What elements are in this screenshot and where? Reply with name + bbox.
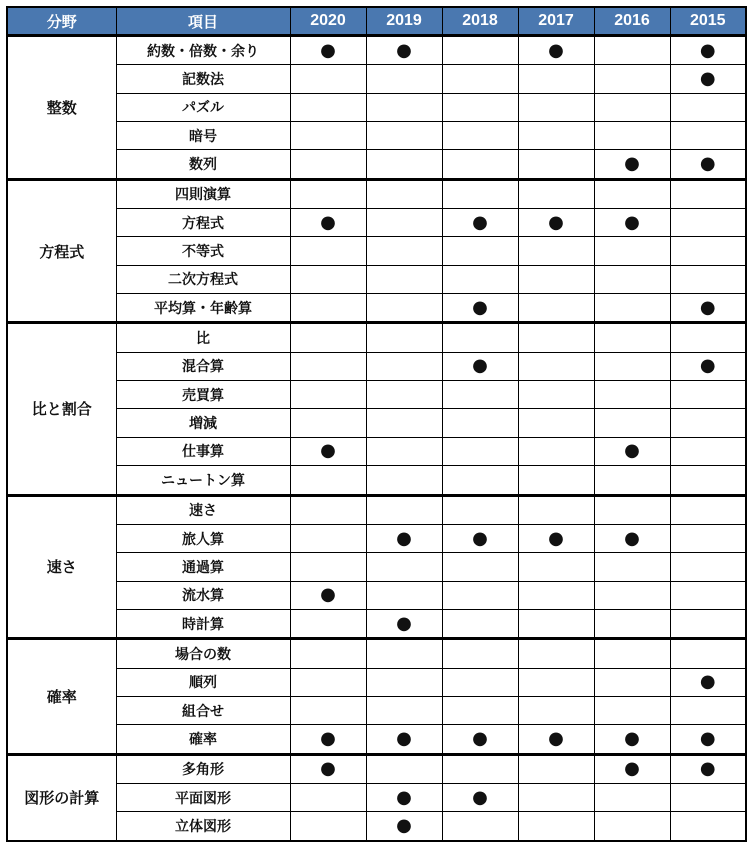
- empty-mark-cell: [442, 36, 518, 65]
- table-row: [7, 524, 746, 552]
- empty-mark-cell: [442, 65, 518, 93]
- empty-mark-cell: [518, 609, 594, 638]
- empty-mark-cell: [366, 265, 442, 293]
- empty-mark-cell: [290, 179, 366, 208]
- empty-mark-cell: [366, 209, 442, 237]
- filled-circle-mark: ●: [670, 36, 746, 65]
- empty-mark-cell: [518, 437, 594, 465]
- header-year: 2017: [518, 7, 594, 36]
- item-cell: パズル: [116, 93, 290, 121]
- filled-circle-mark: ●: [290, 36, 366, 65]
- table-row: [7, 495, 746, 524]
- empty-mark-cell: [290, 495, 366, 524]
- exam-topic-frequency-table: [6, 6, 747, 842]
- item-cell: 混合算: [116, 352, 290, 380]
- empty-mark-cell: [594, 409, 670, 437]
- empty-mark-cell: [442, 409, 518, 437]
- empty-mark-cell: [518, 65, 594, 93]
- empty-mark-cell: [670, 93, 746, 121]
- category-cell: 比と割合: [7, 323, 116, 495]
- item-cell: 旅人算: [116, 524, 290, 552]
- empty-mark-cell: [366, 323, 442, 352]
- item-cell: 仕事算: [116, 437, 290, 465]
- empty-mark-cell: [670, 495, 746, 524]
- empty-mark-cell: [442, 237, 518, 265]
- empty-mark-cell: [594, 609, 670, 638]
- empty-mark-cell: [366, 294, 442, 323]
- empty-mark-cell: [366, 409, 442, 437]
- table-row: [7, 639, 746, 668]
- item-cell: 増減: [116, 409, 290, 437]
- item-cell: 平均算・年齢算: [116, 294, 290, 323]
- table-row: [7, 783, 746, 811]
- empty-mark-cell: [442, 323, 518, 352]
- empty-mark-cell: [594, 323, 670, 352]
- empty-mark-cell: [366, 553, 442, 581]
- filled-circle-mark: ●: [518, 36, 594, 65]
- table-row: [7, 237, 746, 265]
- table-row: [7, 36, 746, 65]
- filled-circle-mark: ●: [290, 754, 366, 783]
- empty-mark-cell: [670, 409, 746, 437]
- empty-mark-cell: [594, 696, 670, 724]
- empty-mark-cell: [518, 581, 594, 609]
- empty-mark-cell: [442, 93, 518, 121]
- empty-mark-cell: [366, 93, 442, 121]
- item-cell: 不等式: [116, 237, 290, 265]
- filled-circle-mark: ●: [442, 725, 518, 754]
- empty-mark-cell: [366, 179, 442, 208]
- item-cell: 多角形: [116, 754, 290, 783]
- table-row: [7, 725, 746, 754]
- empty-mark-cell: [290, 122, 366, 150]
- table-row: [7, 381, 746, 409]
- header-year: 2015: [670, 7, 746, 36]
- empty-mark-cell: [670, 323, 746, 352]
- header-year: 2020: [290, 7, 366, 36]
- empty-mark-cell: [594, 65, 670, 93]
- empty-mark-cell: [518, 150, 594, 179]
- empty-mark-cell: [594, 352, 670, 380]
- item-cell: ニュートン算: [116, 466, 290, 495]
- item-cell: 売買算: [116, 381, 290, 409]
- empty-mark-cell: [518, 783, 594, 811]
- empty-mark-cell: [442, 179, 518, 208]
- category-cell: 方程式: [7, 179, 116, 323]
- empty-mark-cell: [442, 495, 518, 524]
- header-year: 2016: [594, 7, 670, 36]
- empty-mark-cell: [366, 381, 442, 409]
- filled-circle-mark: ●: [366, 725, 442, 754]
- filled-circle-mark: ●: [442, 783, 518, 811]
- table-row: [7, 150, 746, 179]
- item-cell: 時計算: [116, 609, 290, 638]
- empty-mark-cell: [290, 696, 366, 724]
- item-cell: 立体図形: [116, 812, 290, 841]
- item-cell: 記数法: [116, 65, 290, 93]
- table-row: [7, 754, 746, 783]
- filled-circle-mark: ●: [594, 725, 670, 754]
- empty-mark-cell: [290, 323, 366, 352]
- filled-circle-mark: ●: [594, 754, 670, 783]
- table-row: [7, 209, 746, 237]
- table-row: [7, 581, 746, 609]
- empty-mark-cell: [290, 639, 366, 668]
- empty-mark-cell: [594, 381, 670, 409]
- empty-mark-cell: [670, 581, 746, 609]
- empty-mark-cell: [518, 495, 594, 524]
- empty-mark-cell: [518, 812, 594, 841]
- item-cell: 二次方程式: [116, 265, 290, 293]
- filled-circle-mark: ●: [670, 754, 746, 783]
- empty-mark-cell: [518, 409, 594, 437]
- empty-mark-cell: [290, 409, 366, 437]
- filled-circle-mark: ●: [366, 524, 442, 552]
- table-row: [7, 466, 746, 495]
- empty-mark-cell: [290, 150, 366, 179]
- empty-mark-cell: [290, 65, 366, 93]
- table-row: [7, 437, 746, 465]
- empty-mark-cell: [290, 466, 366, 495]
- empty-mark-cell: [670, 122, 746, 150]
- filled-circle-mark: ●: [594, 209, 670, 237]
- empty-mark-cell: [670, 179, 746, 208]
- header-row: [7, 7, 746, 36]
- filled-circle-mark: ●: [366, 812, 442, 841]
- empty-mark-cell: [670, 553, 746, 581]
- filled-circle-mark: ●: [594, 524, 670, 552]
- filled-circle-mark: ●: [290, 725, 366, 754]
- filled-circle-mark: ●: [518, 725, 594, 754]
- item-cell: 数列: [116, 150, 290, 179]
- empty-mark-cell: [366, 437, 442, 465]
- empty-mark-cell: [518, 553, 594, 581]
- table-row: [7, 696, 746, 724]
- empty-mark-cell: [670, 209, 746, 237]
- empty-mark-cell: [594, 93, 670, 121]
- category-cell: 速さ: [7, 495, 116, 639]
- empty-mark-cell: [518, 381, 594, 409]
- filled-circle-mark: ●: [442, 352, 518, 380]
- filled-circle-mark: ●: [442, 294, 518, 323]
- empty-mark-cell: [290, 237, 366, 265]
- table-row: [7, 812, 746, 841]
- empty-mark-cell: [366, 65, 442, 93]
- filled-circle-mark: ●: [366, 36, 442, 65]
- header-category: 分野: [7, 7, 116, 36]
- filled-circle-mark: ●: [442, 209, 518, 237]
- empty-mark-cell: [366, 122, 442, 150]
- item-cell: 場合の数: [116, 639, 290, 668]
- empty-mark-cell: [518, 639, 594, 668]
- empty-mark-cell: [442, 812, 518, 841]
- filled-circle-mark: ●: [594, 150, 670, 179]
- empty-mark-cell: [442, 122, 518, 150]
- empty-mark-cell: [366, 668, 442, 696]
- empty-mark-cell: [670, 812, 746, 841]
- filled-circle-mark: ●: [670, 352, 746, 380]
- empty-mark-cell: [442, 381, 518, 409]
- empty-mark-cell: [442, 265, 518, 293]
- table-row: [7, 294, 746, 323]
- empty-mark-cell: [442, 466, 518, 495]
- empty-mark-cell: [518, 237, 594, 265]
- item-cell: 確率: [116, 725, 290, 754]
- empty-mark-cell: [594, 36, 670, 65]
- empty-mark-cell: [442, 150, 518, 179]
- empty-mark-cell: [670, 466, 746, 495]
- table-row: [7, 122, 746, 150]
- empty-mark-cell: [290, 381, 366, 409]
- filled-circle-mark: ●: [594, 437, 670, 465]
- empty-mark-cell: [518, 696, 594, 724]
- table-row: [7, 323, 746, 352]
- category-cell: 整数: [7, 36, 116, 180]
- empty-mark-cell: [290, 668, 366, 696]
- empty-mark-cell: [290, 524, 366, 552]
- empty-mark-cell: [594, 179, 670, 208]
- empty-mark-cell: [366, 754, 442, 783]
- table-row: [7, 93, 746, 121]
- empty-mark-cell: [670, 437, 746, 465]
- empty-mark-cell: [670, 696, 746, 724]
- empty-mark-cell: [290, 812, 366, 841]
- filled-circle-mark: ●: [670, 65, 746, 93]
- empty-mark-cell: [442, 668, 518, 696]
- empty-mark-cell: [442, 581, 518, 609]
- empty-mark-cell: [442, 609, 518, 638]
- empty-mark-cell: [366, 352, 442, 380]
- empty-mark-cell: [670, 639, 746, 668]
- header-item: 項目: [116, 7, 290, 36]
- category-cell: 図形の計算: [7, 754, 116, 841]
- table-row: [7, 609, 746, 638]
- empty-mark-cell: [290, 265, 366, 293]
- empty-mark-cell: [594, 122, 670, 150]
- table-body: [7, 36, 746, 841]
- item-cell: 速さ: [116, 495, 290, 524]
- item-cell: 流水算: [116, 581, 290, 609]
- filled-circle-mark: ●: [290, 581, 366, 609]
- empty-mark-cell: [366, 639, 442, 668]
- empty-mark-cell: [594, 553, 670, 581]
- empty-mark-cell: [518, 754, 594, 783]
- filled-circle-mark: ●: [670, 294, 746, 323]
- item-cell: 比: [116, 323, 290, 352]
- empty-mark-cell: [366, 696, 442, 724]
- filled-circle-mark: ●: [518, 209, 594, 237]
- empty-mark-cell: [518, 323, 594, 352]
- table-row: [7, 265, 746, 293]
- empty-mark-cell: [290, 352, 366, 380]
- filled-circle-mark: ●: [366, 783, 442, 811]
- table-row: [7, 409, 746, 437]
- empty-mark-cell: [366, 581, 442, 609]
- item-cell: 通過算: [116, 553, 290, 581]
- empty-mark-cell: [290, 294, 366, 323]
- empty-mark-cell: [518, 93, 594, 121]
- empty-mark-cell: [594, 581, 670, 609]
- empty-mark-cell: [442, 639, 518, 668]
- header-year: 2019: [366, 7, 442, 36]
- empty-mark-cell: [594, 668, 670, 696]
- empty-mark-cell: [442, 696, 518, 724]
- empty-mark-cell: [518, 265, 594, 293]
- empty-mark-cell: [594, 294, 670, 323]
- table-row: [7, 179, 746, 208]
- empty-mark-cell: [366, 237, 442, 265]
- empty-mark-cell: [670, 265, 746, 293]
- table-row: [7, 352, 746, 380]
- empty-mark-cell: [518, 352, 594, 380]
- empty-mark-cell: [670, 381, 746, 409]
- filled-circle-mark: ●: [366, 609, 442, 638]
- empty-mark-cell: [594, 783, 670, 811]
- empty-mark-cell: [594, 495, 670, 524]
- table-row: [7, 668, 746, 696]
- empty-mark-cell: [518, 668, 594, 696]
- table-row: [7, 553, 746, 581]
- filled-circle-mark: ●: [518, 524, 594, 552]
- empty-mark-cell: [518, 466, 594, 495]
- item-cell: 平面図形: [116, 783, 290, 811]
- empty-mark-cell: [442, 553, 518, 581]
- empty-mark-cell: [290, 553, 366, 581]
- item-cell: 暗号: [116, 122, 290, 150]
- table-row: [7, 65, 746, 93]
- item-cell: 約数・倍数・余り: [116, 36, 290, 65]
- filled-circle-mark: ●: [670, 668, 746, 696]
- empty-mark-cell: [290, 609, 366, 638]
- filled-circle-mark: ●: [290, 209, 366, 237]
- empty-mark-cell: [594, 237, 670, 265]
- empty-mark-cell: [366, 150, 442, 179]
- exam-topic-table-container: [6, 6, 747, 842]
- empty-mark-cell: [518, 179, 594, 208]
- header-year: 2018: [442, 7, 518, 36]
- empty-mark-cell: [290, 93, 366, 121]
- empty-mark-cell: [594, 639, 670, 668]
- table-header: [7, 7, 746, 36]
- empty-mark-cell: [518, 294, 594, 323]
- empty-mark-cell: [366, 466, 442, 495]
- empty-mark-cell: [442, 437, 518, 465]
- empty-mark-cell: [670, 237, 746, 265]
- empty-mark-cell: [442, 754, 518, 783]
- empty-mark-cell: [366, 495, 442, 524]
- empty-mark-cell: [670, 524, 746, 552]
- filled-circle-mark: ●: [290, 437, 366, 465]
- item-cell: 四則演算: [116, 179, 290, 208]
- empty-mark-cell: [670, 783, 746, 811]
- item-cell: 組合せ: [116, 696, 290, 724]
- empty-mark-cell: [594, 812, 670, 841]
- filled-circle-mark: ●: [442, 524, 518, 552]
- item-cell: 順列: [116, 668, 290, 696]
- empty-mark-cell: [670, 609, 746, 638]
- empty-mark-cell: [594, 265, 670, 293]
- item-cell: 方程式: [116, 209, 290, 237]
- empty-mark-cell: [594, 466, 670, 495]
- empty-mark-cell: [518, 122, 594, 150]
- category-cell: 確率: [7, 639, 116, 754]
- empty-mark-cell: [290, 783, 366, 811]
- filled-circle-mark: ●: [670, 150, 746, 179]
- filled-circle-mark: ●: [670, 725, 746, 754]
